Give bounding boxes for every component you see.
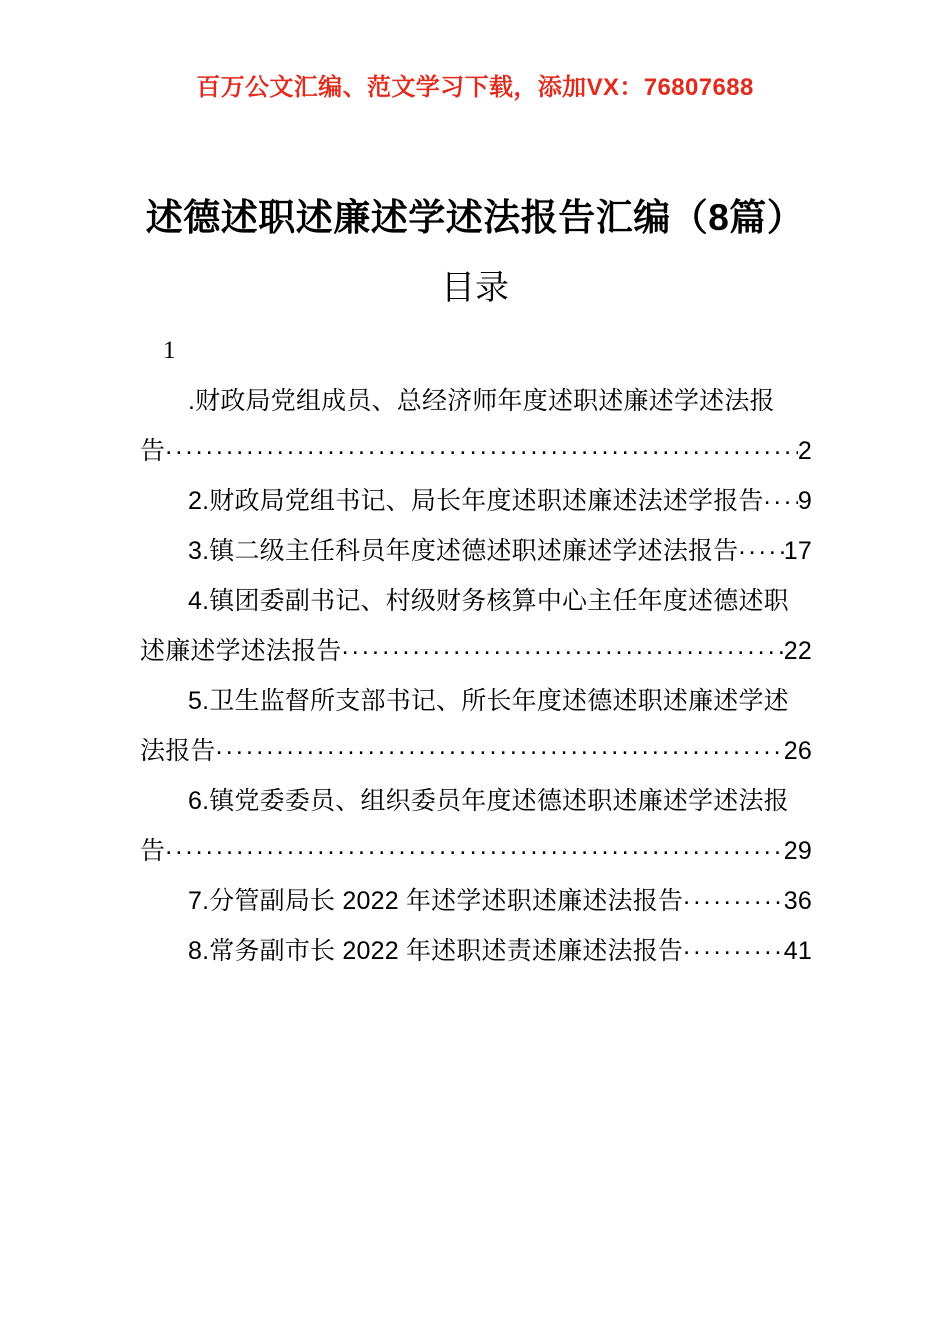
toc-entry-2-page: 9: [797, 487, 812, 515]
toc-leader-dots: [683, 884, 784, 909]
toc-entry-4-page: 22: [783, 637, 812, 665]
toc-leader-dots: [683, 934, 784, 959]
toc-entry-5[interactable]: [140, 676, 812, 776]
toc-entry-6[interactable]: [140, 776, 812, 876]
table-of-contents: [140, 326, 812, 976]
toc-entry-1-number-line: [140, 326, 812, 376]
toc-entry-7-line-1: [140, 876, 812, 926]
page-title: 述德述职述廉述学述法报告汇编（8篇）: [145, 196, 805, 238]
toc-entry-2-title: 2.财政局党组书记、局长年度述职述廉述法述学报告: [188, 487, 764, 515]
toc-entry-2[interactable]: [140, 476, 812, 526]
toc-leader-dots: [342, 634, 784, 659]
toc-entry-1[interactable]: [140, 326, 812, 476]
toc-entry-4-title-part-2: 述廉述学述法报告: [140, 637, 342, 665]
toc-entry-6-title-part-2: 告: [140, 837, 166, 865]
toc-leader-dots: [165, 834, 784, 859]
toc-heading: 目录: [441, 269, 509, 307]
toc-entry-7-title: 7.分管副局长 2022 年述学述职述廉述法报告: [188, 887, 684, 915]
toc-leader-dots: [764, 484, 798, 509]
toc-entry-3-title: 3.镇二级主任科员年度述德述职述廉述学述法报告: [188, 537, 739, 565]
toc-entry-1-title-part-1: .财政局党组成员、总经济师年度述职述廉述学述法报: [188, 387, 775, 415]
toc-entry-5-line-1: [140, 676, 812, 726]
toc-entry-4-title-part-1: 4.镇团委副书记、村级财务核算中心主任年度述德述职: [188, 587, 789, 615]
toc-entry-4[interactable]: [140, 576, 812, 676]
toc-entry-6-page: 29: [783, 837, 812, 865]
toc-entry-5-title-part-2: 法报告: [140, 737, 216, 765]
toc-leader-dots: [216, 734, 784, 759]
toc-entry-5-title-part-1: 5.卫生监督所支部书记、所长年度述德述职述廉述学述: [188, 687, 789, 715]
toc-entry-6-line-1: [140, 776, 812, 826]
toc-entry-1-title-part-2: 告: [140, 437, 166, 465]
toc-entry-8-page: 41: [783, 937, 812, 965]
toc-entry-7[interactable]: [140, 876, 812, 926]
toc-entry-1-number: 1: [163, 337, 176, 364]
toc-entry-8-line-1: [140, 926, 812, 976]
toc-leader-dots: [738, 534, 783, 559]
toc-entry-1-line-2: [140, 426, 812, 476]
toc-entry-3[interactable]: [140, 526, 812, 576]
toc-entry-8[interactable]: [140, 926, 812, 976]
toc-entry-3-line-1: [140, 526, 812, 576]
toc-entry-4-line-1: [140, 576, 812, 626]
toc-entry-2-line-1: [140, 476, 812, 526]
toc-entry-4-line-2: [140, 626, 812, 676]
toc-leader-dots: [165, 434, 798, 459]
toc-entry-6-line-2: [140, 826, 812, 876]
toc-entry-3-page: 17: [783, 537, 812, 565]
toc-entry-8-title: 8.常务副市长 2022 年述职述责述廉述法报告: [188, 937, 684, 965]
toc-entry-5-page: 26: [783, 737, 812, 765]
toc-entry-7-page: 36: [783, 887, 812, 915]
toc-entry-1-page: 2: [797, 437, 812, 465]
toc-entry-6-title-part-1: 6.镇党委委员、组织委员年度述德述职述廉述学述法报: [188, 787, 789, 815]
toc-entry-5-line-2: [140, 726, 812, 776]
promo-watermark-text: 百万公文汇编、范文学习下载，添加VX：76807688: [196, 74, 754, 101]
toc-entry-1-line-1: [140, 376, 812, 426]
